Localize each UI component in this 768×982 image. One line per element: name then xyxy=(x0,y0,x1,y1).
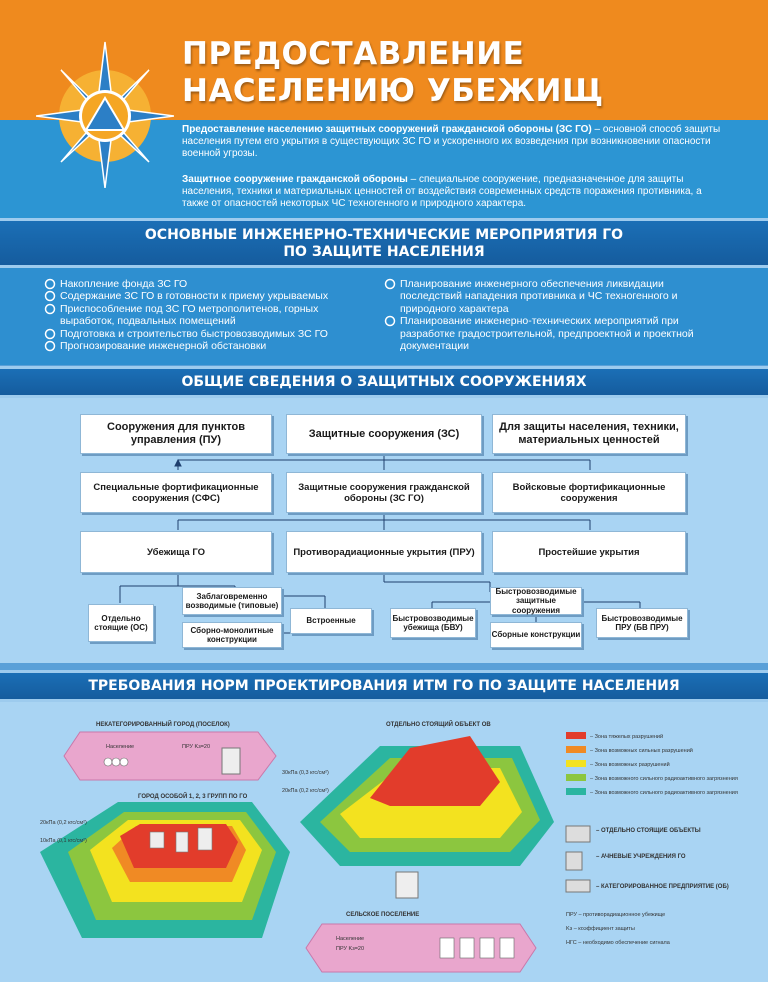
village-population-label: Население xyxy=(336,936,365,942)
population-label: Население xyxy=(106,744,135,750)
box-military-fortifications: Войсковые фортификационные сооружения xyxy=(492,472,686,513)
structures-diagram xyxy=(0,398,768,663)
box-built-in: Встроенные xyxy=(290,608,372,634)
measures-heading-line-1: ОСНОВНЫЕ ИНЖЕНЕРНО-ТЕХНИЧЕСКИЕ МЕРОПРИЯТИЯ ГО xyxy=(144,227,624,243)
pru-label: ПРУ Kз=20 xyxy=(182,744,211,750)
city-pressure-label: 20кПа (0,2 кгс/см²) xyxy=(40,820,87,826)
bullet-icon xyxy=(384,315,396,327)
ngs-footnote: НГС – необходимо обеспечение сигнала xyxy=(566,940,670,946)
city-pressure-label-2: 10кПа (0,1 кгс/см²) xyxy=(40,838,87,844)
intro-definition-2: – специальное сооружение, предназначенное для защиты населения, техники и материальных ценностей от воздействия современных средств поражения противника, а также от опасностей некоторых ЧС техногенного и природного характера. xyxy=(182,174,702,209)
object-icon xyxy=(566,826,590,842)
bullet-icon xyxy=(44,328,56,340)
list-item xyxy=(44,303,374,328)
structures-section-heading: ОБЩИЕ СВЕДЕНИЯ О ЗАЩИТНЫХ СООРУЖЕНИЯХ xyxy=(0,366,768,398)
list-item-text: Планирование инженерного обеспечения ликвидации последствий нападения противника и ЧС техногенного и природного характера xyxy=(400,278,678,315)
pressure-30-label: 30кПа (0,3 кгс/см²) xyxy=(282,770,329,776)
measures-block xyxy=(0,268,768,365)
legend-text: – Зона возможного сильного радиоактивного загрязнения xyxy=(590,790,738,796)
list-item xyxy=(44,328,374,340)
village-label: СЕЛЬСКОЕ ПОСЕЛЕНИЕ xyxy=(346,912,420,918)
box-quick-pru: Быстровозводимые ПРУ (БВ ПРУ) xyxy=(596,608,688,638)
people-icon xyxy=(104,758,128,766)
pru-footnote: ПРУ – противорадиационное убежище xyxy=(566,912,666,918)
bullet-icon xyxy=(44,303,56,315)
intro-definition-1: – основной способ защиты населения путем его укрытия в существующих ЗС ГО и ускоренного их возведения при возникновении опасности военной угрозы. xyxy=(182,124,721,159)
box-protective-structures: Защитные сооружения (ЗС) xyxy=(286,414,482,454)
uncategorized-city-zone xyxy=(64,732,276,780)
intro-paragraph-2 xyxy=(182,174,722,210)
box-shelters: Убежища ГО xyxy=(80,531,272,573)
box-prefab-monolithic: Сборно-монолитные конструкции xyxy=(182,622,282,648)
enterprise-note: – КАТЕГОРИРОВАННОЕ ПРЕДПРИЯТИЕ (ОБ) xyxy=(596,884,729,890)
bullet-icon xyxy=(44,278,56,290)
village-pru-label: ПРУ Kз=20 xyxy=(336,946,365,952)
list-item-text: Подготовка и строительство быстровозводимых ЗС ГО xyxy=(60,327,328,340)
list-item-text: Содержание ЗС ГО в готовности к приему укрываемых xyxy=(60,290,329,303)
zones-diagram xyxy=(0,702,768,982)
legend-text: – Зона возможных сильных разрушений xyxy=(590,748,693,754)
pressure-20-label: 20кПа (0,2 кгс/см²) xyxy=(282,788,329,794)
box-anti-radiation-shelters: Противорадиационные укрытия (ПРУ) xyxy=(286,531,482,573)
institution-icon xyxy=(566,852,582,870)
mchs-emblem-icon xyxy=(36,40,174,188)
enterprise-icon xyxy=(566,880,590,892)
list-item-text: Приспособление под ЗС ГО метрополитенов, горных выработок, подвальных помещений xyxy=(60,302,319,328)
box-special-fortifications: Специальные фортификационные сооружения (СФС) xyxy=(80,472,272,513)
measures-list-left xyxy=(44,278,374,352)
legend-swatch-red xyxy=(566,732,586,739)
intro-term-2: Защитное сооружение гражданской обороны xyxy=(182,174,408,185)
legend-swatch-green xyxy=(566,774,586,781)
separate-object-label: ОТДЕЛЬНО СТОЯЩИЙ ОБЪЕКТ ОВ xyxy=(386,722,491,728)
list-item xyxy=(384,315,719,352)
factory-icon xyxy=(396,872,418,898)
box-civil-defense-structures: Защитные сооружения гражданской обороны (ЗС ГО) xyxy=(286,472,482,513)
box-quick-protective-structures: Быстровозводимые защитные сооружения xyxy=(490,587,582,615)
list-item xyxy=(384,278,719,315)
list-item xyxy=(44,278,374,290)
legend-text: – Зона возможного сильного радиоактивного загрязнения xyxy=(590,776,738,782)
box-prefab-constructions: Сборные конструкции xyxy=(490,622,582,648)
list-item-text: Накопление фонда ЗС ГО xyxy=(60,278,188,290)
bullet-icon xyxy=(44,340,56,352)
building-icon xyxy=(222,748,240,774)
box-quick-shelters: Быстровозводимые убежища (БВУ) xyxy=(390,608,476,638)
box-freestanding: Отдельно стоящие (ОС) xyxy=(88,604,154,642)
legend-swatch-orange xyxy=(566,746,586,753)
norms-illustration xyxy=(0,702,768,982)
bullet-icon xyxy=(384,278,396,290)
box-command-post-structures: Сооружения для пунктов управления (ПУ) xyxy=(80,414,272,454)
list-item-text: Планирование инженерно-технических мероприятий при разработке градостроительной, предпроектной и проектной документации xyxy=(400,315,694,353)
legend-text: – Зона тяжелых разрушений xyxy=(590,734,664,740)
intro-term-1: Предоставление населению защитных сооружений гражданской обороны (ЗС ГО) xyxy=(182,124,592,135)
measures-list-right xyxy=(384,278,719,352)
box-population-protection: Для защиты населения, техники, материальных ценностей xyxy=(492,414,686,454)
special-city-label: ГОРОД ОСОБОЙ 1, 2, 3 ГРУПП ПО ГО xyxy=(138,794,248,800)
box-simple-shelters: Простейшие укрытия xyxy=(492,531,686,573)
intro-paragraph-1 xyxy=(182,124,722,160)
measures-section-heading xyxy=(0,218,768,268)
norms-section-heading: ТРЕБОВАНИЯ НОРМ ПРОЕКТИРОВАНИЯ ИТМ ГО ПО ЗАЩИТЕ НАСЕЛЕНИЯ xyxy=(0,670,768,702)
k-footnote: Kз – коэффициент защиты xyxy=(566,926,635,932)
legend-swatch-teal xyxy=(566,788,586,795)
list-item-text: Прогнозирование инженерной обстановки xyxy=(60,340,267,353)
legend-text: – Зона возможных разрушений xyxy=(590,762,670,768)
box-prebuilt-standard: Заблаговременно возводимые (типовые) xyxy=(182,587,282,615)
legend-swatch-yellow xyxy=(566,760,586,767)
measures-heading-line-2: ПО ЗАЩИТЕ НАСЕЛЕНИЯ xyxy=(283,244,485,260)
uncategorized-city-label: НЕКАТЕГОРИРОВАННЫЙ ГОРОД (ПОСЕЛОК) xyxy=(96,722,230,728)
list-item xyxy=(44,290,374,302)
bullet-icon xyxy=(44,290,56,302)
separate-objects-note: – ОТДЕЛЬНО СТОЯЩИЕ ОБЪЕКТЫ xyxy=(596,828,701,834)
list-item xyxy=(44,340,374,352)
page-title: ПРЕДОСТАВЛЕНИЕ НАСЕЛЕНИЮ УБЕЖИЩ xyxy=(182,36,604,109)
zone-legend xyxy=(566,732,738,796)
institutions-note: – АЧНЕВЫЕ УЧРЕЖДЕНИЯ ГО xyxy=(596,854,686,860)
